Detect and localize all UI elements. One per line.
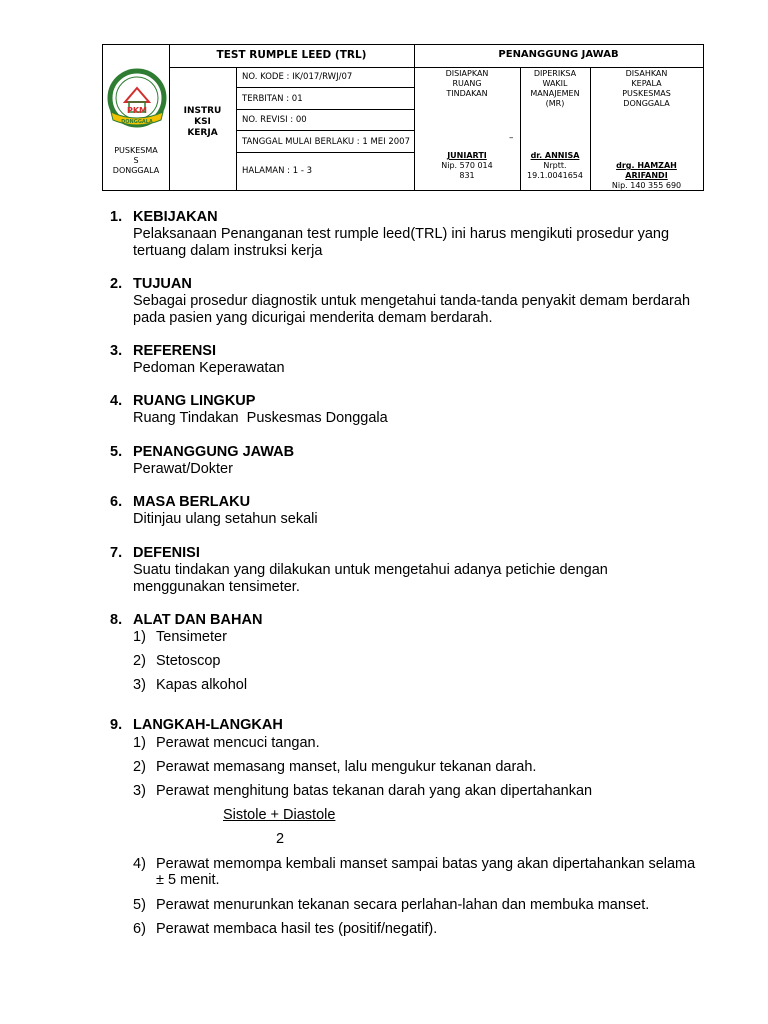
signatory-2-role: DIPERIKSA WAKIL MANAJEMEN (MR) [530,69,580,108]
list-number: 2) [133,759,146,775]
field-kode: NO. KODE : IK/017/RWJ/07 [242,72,353,82]
section-number: 9. [110,717,123,733]
section-body: Ditinjau ulang setahun sekali [133,511,318,527]
list-number: 3) [133,677,146,693]
section-title: KEBIJAKAN [133,209,218,225]
list-number: 1) [133,735,146,751]
section-number: 8. [110,612,123,628]
list-text: Perawat memompa kembali manset sampai batas yang akan dipertahankan selama ± 5 menit. [156,856,696,888]
list-number: 5) [133,897,146,913]
field-tanggal: TANGGAL MULAI BERLAKU : 1 MEI 2007 [242,137,410,147]
document-header-table [102,44,704,191]
doc-type: INSTRU KSI KERJA [183,106,222,138]
section-title: PENANGGUNG JAWAB [133,444,295,460]
formula-denominator: 2 [276,831,285,847]
signatory-2-id: Nrptt. 19.1.0041654 [527,161,583,180]
responsible-title: PENANGGUNG JAWAB [498,49,619,60]
section-number: 4. [110,393,123,409]
signatory-1-name: JUNIARTI [447,151,487,160]
section-body: Ruang Tindakan Puskesmas Donggala [133,410,388,426]
section-title: LANGKAH-LANGKAH [133,717,283,733]
field-terbitan: TERBITAN : 01 [242,94,303,104]
list-number: 3) [133,783,146,799]
list-text: Perawat mencuci tangan. [156,735,320,751]
section-title: MASA BERLAKU [133,494,251,510]
svg-text:PKM: PKM [126,106,148,115]
section-number: 5. [110,444,123,460]
section-body: Sebagai prosedur diagnostik untuk mengetahui tanda-tanda penyakit demam berdarah pada pasien yang dicurigai menderita demam berdarah. [133,293,691,326]
section-body: Pedoman Keperawatan [133,360,285,376]
signatory-2-name: dr. ANNISA [530,151,580,160]
list-text: Perawat menurunkan tekanan secara perlahan-lahan dan membuka manset. [156,897,650,913]
svg-text:DONGGALA: DONGGALA [121,119,153,125]
formula-numerator: Sistole + Diastole [223,807,336,823]
section-body: Pelaksanaan Penanganan test rumple leed(TRL) ini harus mengikuti prosedur yang tertuang dalam instruksi kerja [133,226,670,259]
signatory-3-role: DISAHKAN KEPALA PUSKESMAS DONGGALA [622,69,671,108]
list-number: 6) [133,921,146,937]
section-number: 7. [110,545,123,561]
signatory-3-id: Nip. 140 355 690 [611,181,682,190]
section-title: TUJUAN [133,276,192,292]
section-number: 3. [110,343,123,359]
field-halaman: HALAMAN : 1 - 3 [242,166,313,176]
list-number: 2) [133,653,146,669]
section-title: DEFENISI [133,545,200,561]
signatory-1-id: Nip. 570 014 831 [441,161,493,180]
list-text: Perawat memasang manset, lalu mengukur tekanan darah. [156,759,537,775]
section-title: RUANG LINGKUP [133,393,256,409]
section-number: 6. [110,494,123,510]
section-title: ALAT DAN BAHAN [133,612,263,628]
doc-title: TEST RUMPLE LEED (TRL) [216,49,367,61]
signatory-3-name: drg. HAMZAH ARIFANDI [616,161,677,180]
list-text: Perawat membaca hasil tes (positif/negatif). [156,921,438,937]
section-number: 2. [110,276,123,292]
list-number: 4) [133,856,146,872]
list-text: Stetoscop [156,653,221,669]
section-title: REFERENSI [133,343,216,359]
list-text: Kapas alkohol [156,677,248,693]
list-number: 1) [133,629,146,645]
section-number: 1. [110,209,123,225]
signatory-1-role: DISIAPKAN RUANG TINDAKAN [445,69,489,98]
field-revisi: NO. REVISI : 00 [242,115,307,125]
signatory-2-mark: – [509,133,514,143]
org-name: PUSKESMA S DONGGALA [112,146,160,175]
puskesmas-logo [105,68,169,132]
section-body: Perawat/Dokter [133,461,233,477]
section-body: Suatu tindakan yang dilakukan untuk mengetahui adanya petichie dengan menggunakan tensimeter. [133,562,608,595]
list-text: Perawat menghitung batas tekanan darah yang akan dipertahankan [156,783,593,799]
list-text: Tensimeter [156,629,227,645]
